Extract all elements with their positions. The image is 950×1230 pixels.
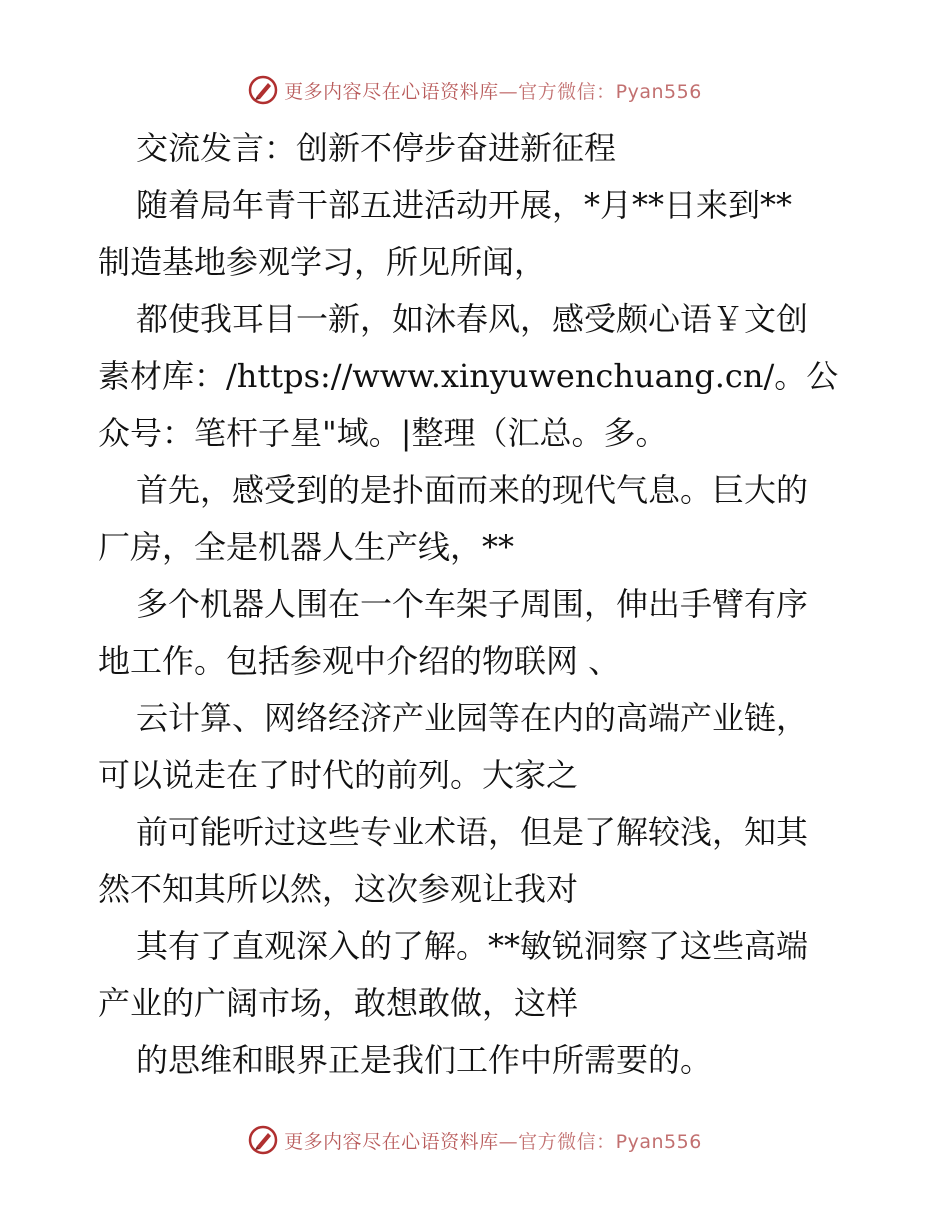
- text-line: 产业的广阔市场，敢想敢做，这样: [98, 984, 579, 1022]
- text-line: 随着局年青干部五进活动开展，*月**日来到**: [136, 186, 793, 224]
- banner-text: [284, 1127, 702, 1154]
- banner-brand: 更多内容尽在心语资料库: [284, 1130, 499, 1153]
- footer-banner: [0, 1120, 950, 1160]
- text-line: 然不知其所以然，这次参观让我对: [98, 870, 579, 908]
- text-line: 厂房，全是机器人生产线，**: [98, 528, 515, 566]
- document-title: 交流发言：创新不停步奋进新征程: [136, 129, 617, 167]
- text-line: 素材库：/https://www.xinyuwenchuang.cn/。公: [98, 357, 839, 395]
- logo-icon: [248, 1125, 278, 1155]
- banner-brand: 更多内容尽在心语资料库: [284, 80, 499, 103]
- text-line: 制造基地参观学习，所见所闻，: [98, 243, 547, 281]
- text-line: 众号：笔杆子星"域。|整理（汇总。多。: [98, 414, 668, 452]
- banner-wechat: 官方微信：Pyan556: [518, 1130, 702, 1153]
- text-line: 都使我耳目一新，如沐春风，感受颇心语￥文创: [136, 300, 809, 338]
- header-banner: [0, 70, 950, 110]
- text-line: 多个机器人围在一个车架子周围，伸出手臂有序: [136, 585, 809, 623]
- text-line: 可以说走在了时代的前列。大家之: [98, 756, 579, 794]
- text-line: 的思维和眼界正是我们工作中所需要的。: [136, 1041, 713, 1079]
- banner-separator: —: [498, 80, 519, 103]
- document-body: [98, 120, 858, 1089]
- text-line: 前可能听过这些专业术语，但是了解较浅，知其: [136, 813, 809, 851]
- text-line: 地工作。包括参观中介绍的物联网 、: [98, 642, 621, 680]
- text-line: 其有了直观深入的了解。**敏锐洞察了这些高端: [136, 927, 809, 965]
- banner-text: [284, 77, 702, 104]
- banner-separator: —: [498, 1130, 519, 1153]
- text-line: 首先，感受到的是扑面而来的现代气息。巨大的: [136, 471, 809, 509]
- logo-icon: [248, 75, 278, 105]
- paragraph-lines: [98, 177, 858, 1089]
- banner-wechat: 官方微信：Pyan556: [518, 80, 702, 103]
- text-line: 云计算、网络经济产业园等在内的高端产业链，: [136, 699, 809, 737]
